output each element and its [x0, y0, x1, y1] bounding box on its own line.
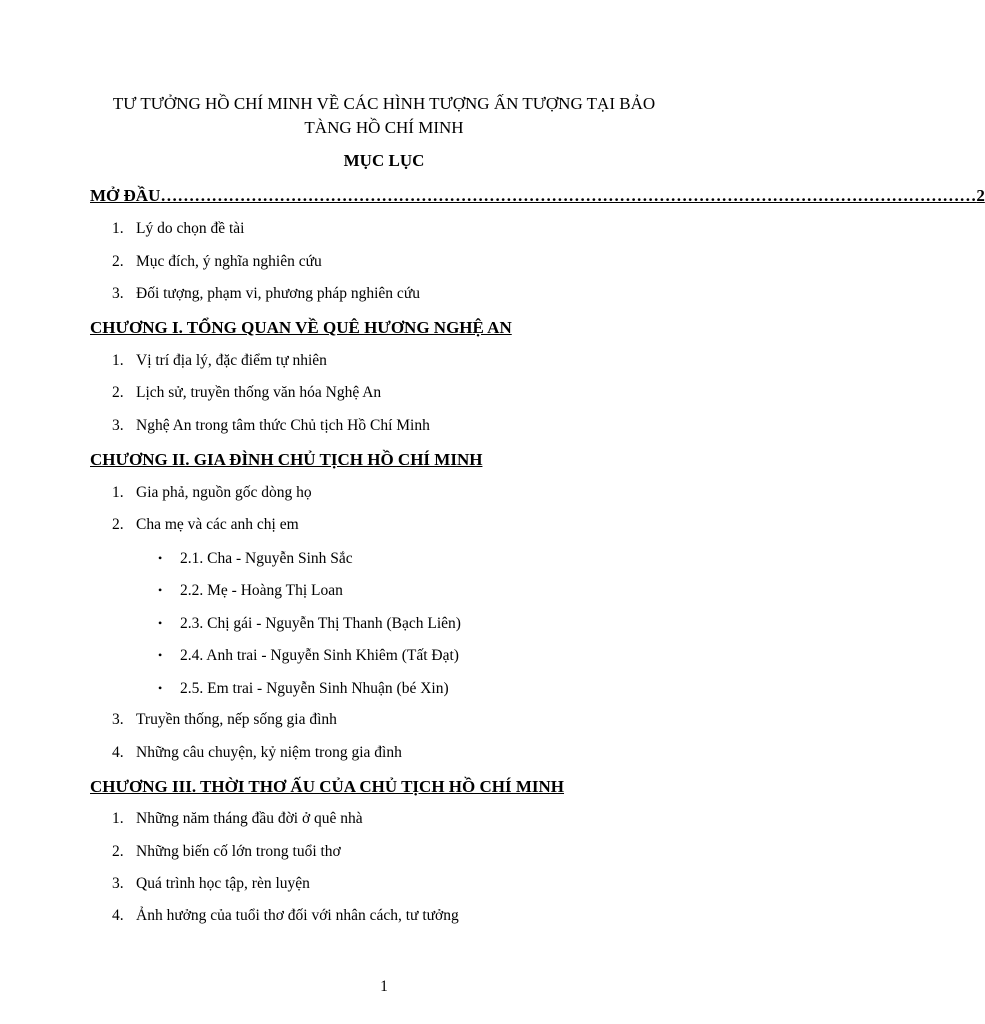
chapter1-heading[interactable]: CHƯƠNG I. TỔNG QUAN VỀ QUÊ HƯƠNG NGHỆ AN	[90, 318, 512, 337]
list-item	[112, 842, 341, 862]
item-number: 3.	[112, 417, 124, 434]
list-item	[112, 383, 381, 403]
sub-list-item	[158, 548, 353, 569]
page-number: 1	[380, 978, 388, 995]
item-number: 1.	[112, 484, 124, 501]
sub-list-item	[158, 580, 343, 601]
item-text: Mục đích, ý nghĩa nghiên cứu	[136, 253, 322, 270]
item-text: Ảnh hưởng của tuổi thơ đối với nhân cách, tư tưởng	[136, 907, 459, 924]
list-item	[112, 483, 312, 503]
item-number: 4.	[112, 907, 124, 924]
sub-list-item	[158, 645, 459, 666]
item-number: 3.	[112, 875, 124, 892]
item-number: 2.	[112, 384, 124, 401]
intro-page-number: 2	[976, 186, 985, 205]
bullet-icon: •	[158, 648, 163, 662]
bullet-icon: •	[158, 681, 163, 695]
sub-item-text: 2.5. Em trai - Nguyễn Sinh Nhuận (bé Xin)	[180, 680, 449, 697]
chapter2-heading[interactable]: CHƯƠNG II. GIA ĐÌNH CHỦ TỊCH HỒ CHÍ MINH	[90, 450, 483, 469]
item-number: 4.	[112, 744, 124, 761]
list-item	[112, 906, 459, 926]
item-number: 1.	[112, 810, 124, 827]
bullet-icon: •	[158, 616, 163, 630]
item-text: Vị trí địa lý, đặc điểm tự nhiên	[136, 352, 327, 369]
intro-heading-label: MỞ ĐẦU	[90, 186, 161, 205]
list-item	[112, 710, 337, 730]
item-number: 3.	[112, 285, 124, 302]
item-text: Truyền thống, nếp sống gia đình	[136, 711, 337, 728]
chapter3-heading[interactable]: CHƯƠNG III. THỜI THƠ ẤU CỦA CHỦ TỊCH HỒ CHÍ MINH	[90, 777, 565, 796]
item-number: 2.	[112, 843, 124, 860]
item-text: Những câu chuyện, kỷ niệm trong gia đình	[136, 744, 402, 761]
document-title: TƯ TƯỞNG HỒ CHÍ MINH VỀ CÁC HÌNH TƯỢNG ẤN TƯỢNG TẠI BẢO TÀNG HỒ CHÍ MINH	[112, 94, 656, 137]
item-text: Những năm tháng đầu đời ở quê nhà	[136, 810, 363, 827]
list-item	[112, 219, 244, 239]
item-number: 1.	[112, 220, 124, 237]
toc-title: MỤC LỤC	[343, 151, 425, 170]
list-item	[112, 743, 402, 763]
item-text: Lý do chọn đề tài	[136, 220, 245, 237]
item-number: 1.	[112, 352, 124, 369]
item-text: Nghệ An trong tâm thức Chủ tịch Hồ Chí Minh	[136, 417, 430, 434]
item-number: 3.	[112, 711, 124, 728]
list-item	[112, 874, 310, 894]
list-item	[112, 351, 327, 371]
list-item	[112, 809, 363, 829]
item-text: Quá trình học tập, rèn luyện	[136, 875, 310, 892]
bullet-icon: •	[158, 583, 163, 597]
intro-heading[interactable]	[90, 185, 985, 207]
item-number: 2.	[112, 253, 124, 270]
item-text: Cha mẹ và các anh chị em	[136, 516, 299, 533]
sub-item-text: 2.1. Cha - Nguyễn Sinh Sắc	[180, 550, 353, 567]
item-number: 2.	[112, 516, 124, 533]
sub-list-item	[158, 613, 461, 634]
sub-item-text: 2.2. Mẹ - Hoàng Thị Loan	[180, 582, 343, 599]
sub-list-item	[158, 678, 449, 699]
list-item	[112, 515, 299, 535]
item-text: Những biến cố lớn trong tuổi thơ	[136, 843, 341, 860]
item-text: Gia phả, nguồn gốc dòng họ	[136, 484, 312, 501]
list-item	[112, 252, 322, 272]
bullet-icon: •	[158, 551, 163, 565]
toc-leader-dots: ………………………………………………………………………………………………………………………………	[160, 186, 977, 205]
list-item	[112, 284, 420, 304]
item-text: Đối tượng, phạm vi, phương pháp nghiên cứu	[136, 285, 420, 302]
sub-item-text: 2.3. Chị gái - Nguyễn Thị Thanh (Bạch Liên)	[180, 615, 461, 632]
item-text: Lịch sử, truyền thống văn hóa Nghệ An	[136, 384, 382, 401]
sub-item-text: 2.4. Anh trai - Nguyễn Sinh Khiêm (Tất Đạt)	[180, 647, 459, 664]
list-item	[112, 416, 430, 436]
